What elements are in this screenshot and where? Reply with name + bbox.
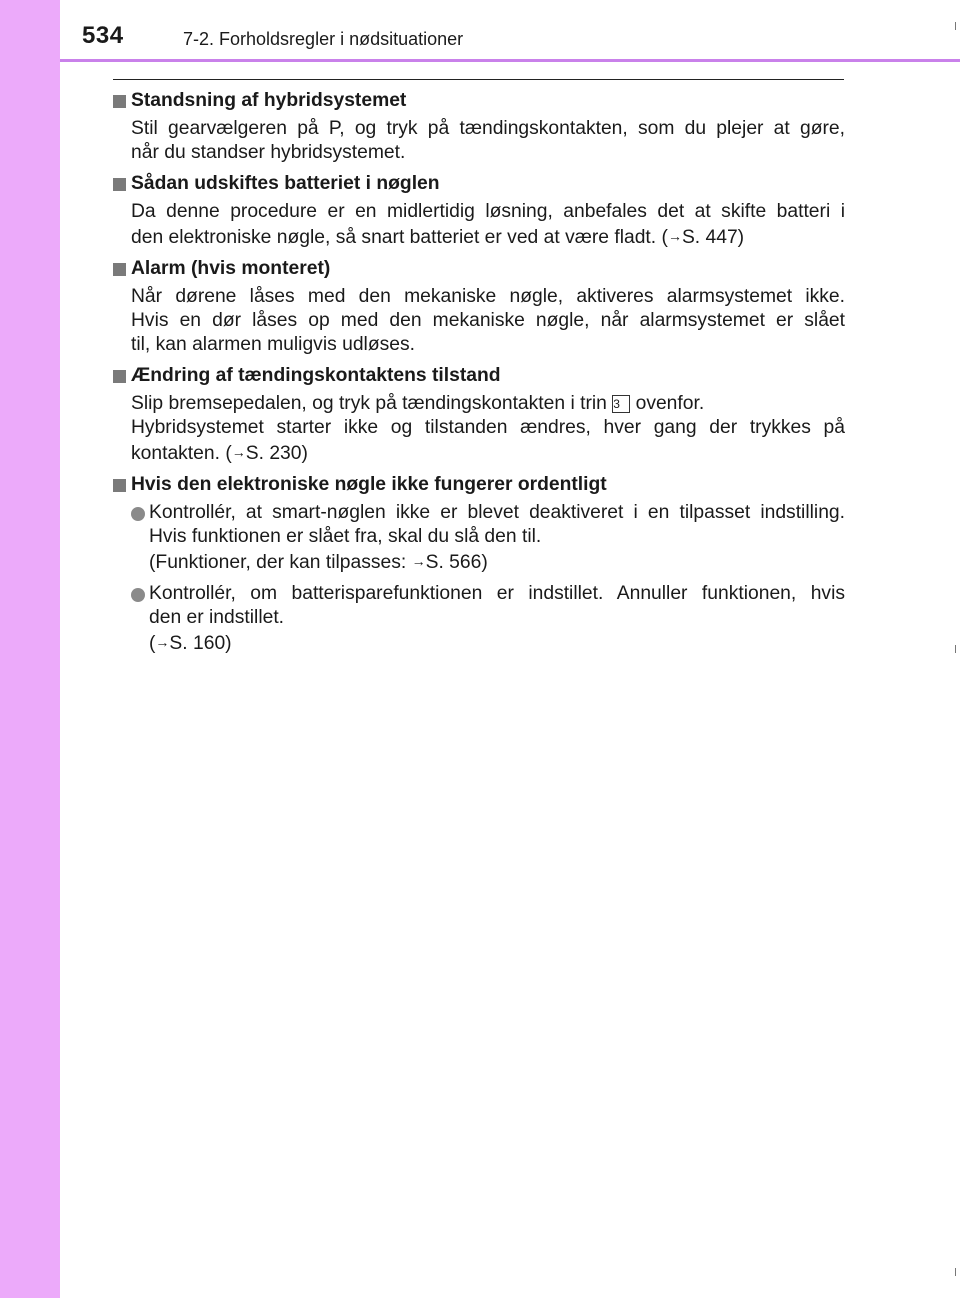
page-content — [112, 89, 845, 663]
section-text: Da denne procedure er en midlertidig løsning, anbefales det at skifte batteri i den elektroniske nøgle, så snart batteriet er ved at være fladt. (→S. 447) — [131, 201, 845, 248]
page-reference-link[interactable]: S. 447) — [681, 227, 745, 248]
arrow-right-icon: → — [411, 553, 426, 569]
square-bullet-icon — [113, 263, 126, 276]
section-ignition-mode — [112, 364, 845, 466]
circle-bullet-icon — [131, 588, 145, 602]
crop-mark — [955, 22, 956, 30]
section-alarm — [112, 257, 845, 357]
square-bullet-icon — [113, 178, 126, 191]
section-heading: Ændring af tændingskontaktens tilstand — [112, 364, 845, 388]
section-rule — [113, 79, 844, 80]
arrow-right-icon: → — [231, 444, 246, 460]
section-text: Stil gearvælgeren på P, og tryk på tændingskontakten, som du plejer at gøre, når du standser hybridsystemet. — [131, 118, 845, 163]
header-divider — [60, 59, 960, 62]
square-bullet-icon — [113, 479, 126, 492]
section-heading: Alarm (hvis monteret) — [112, 257, 845, 281]
section-heading: Sådan udskiftes batteriet i nøglen — [112, 172, 845, 196]
section-stop-hybrid — [112, 89, 845, 165]
arrow-right-icon: → — [155, 634, 170, 650]
list-item: Kontrollér, om batterisparefunktionen er indstillet. Annuller funktionen, hvis den er indstillet. (→S. 160) — [112, 582, 845, 656]
section-heading: Hvis den elektroniske nøgle ikke fungerer ordentligt — [112, 473, 845, 497]
section-key-malfunction — [112, 473, 845, 656]
list-item: Kontrollér, at smart-nøglen ikke er blevet deaktiveret i en tilpasset indstilling. Hvis funktionen er slået fra, skal du slå den til. (Funktioner, der kan tilpasses: →S. 566) — [112, 501, 845, 575]
section-text: Når dørene låses med den mekaniske nøgle, aktiveres alarmsystemet ikke. Hvis en dør låses op med den mekaniske nøgle, når alarmsystemet er slået til, kan alarmen muligvis udløses. — [131, 286, 845, 355]
arrow-right-icon: → — [667, 228, 682, 244]
square-bullet-icon — [113, 370, 126, 383]
chapter-title: 7-2. Forholdsregler i nødsituationer — [183, 29, 464, 49]
step-number-badge: 3 — [612, 395, 630, 413]
circle-bullet-icon — [131, 507, 145, 521]
page-reference-link[interactable]: S. 566) — [425, 552, 488, 573]
crop-mark — [955, 645, 956, 653]
section-heading: Standsning af hybridsystemet — [112, 89, 845, 113]
section-text: Slip bremsepedalen, og tryk på tændingskontakten i trin 3 ovenfor. Hybridsystemet starter ikke og tilstanden ændres, hver gang der trykkes på kontakten. (→S. 230) — [131, 393, 845, 464]
page-reference-link[interactable]: S. 160) — [169, 633, 232, 654]
section-replace-battery — [112, 172, 845, 250]
page-reference-link[interactable]: S. 230) — [245, 443, 308, 464]
crop-mark — [955, 1268, 956, 1276]
page-number: 534 — [82, 22, 124, 49]
side-color-band — [0, 0, 60, 1298]
square-bullet-icon — [113, 95, 126, 108]
